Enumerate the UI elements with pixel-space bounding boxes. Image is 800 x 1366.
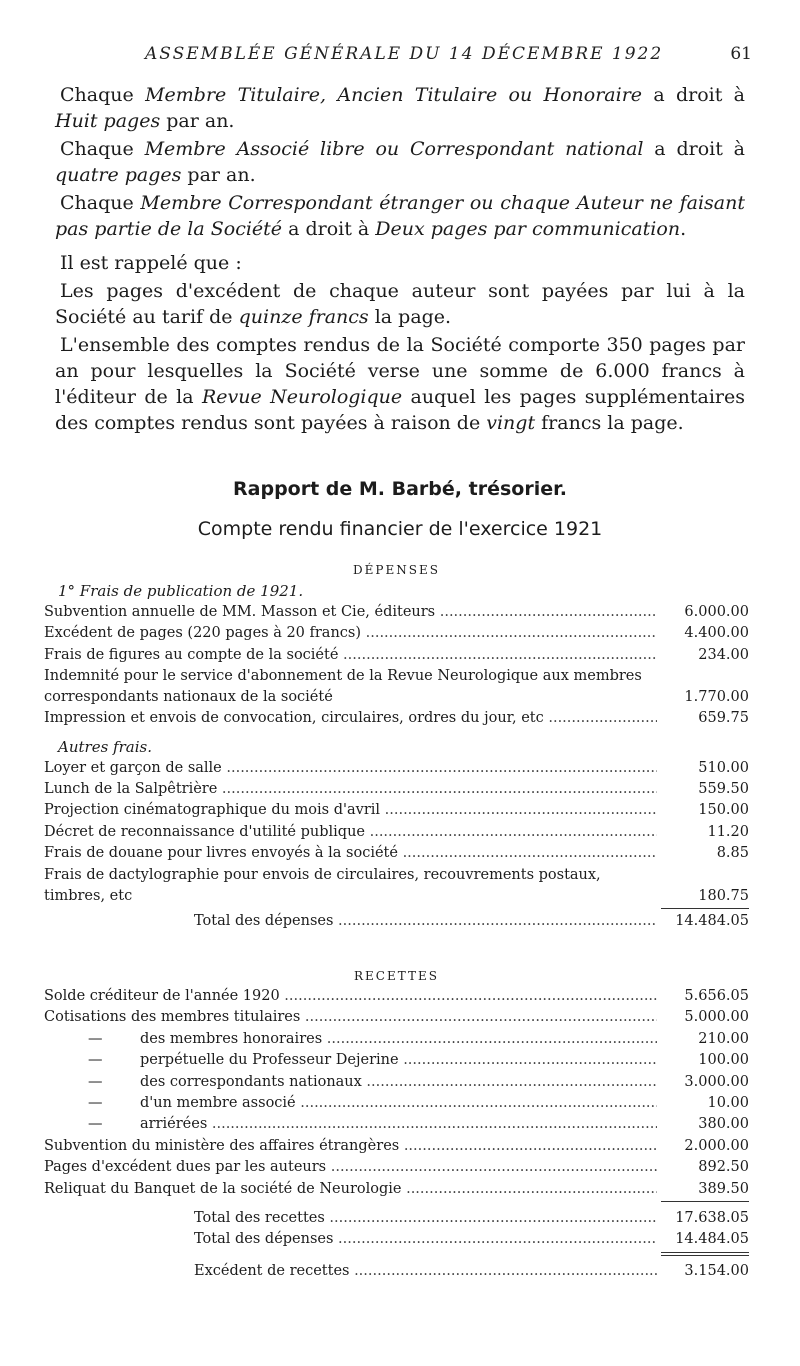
running-head: [0, 44, 800, 72]
excedent-row: [44, 1261, 749, 1282]
ditto-mark: —: [88, 1030, 103, 1047]
ledger-row: [44, 1136, 749, 1157]
ledger-amount: 14.484.05: [675, 912, 749, 929]
ledger-amount: 11.20: [707, 823, 749, 840]
ledger-label: Lunch de la Salpêtrière .....: [44, 779, 657, 800]
ditto-mark: —: [88, 1094, 103, 1111]
paragraph-rappel: Il est rappelé que :: [60, 252, 242, 274]
ledger-label: Subvention annuelle de MM. Masson et Cie, éditeurs .....: [44, 602, 657, 623]
ledger-amount: 3.154.00: [684, 1262, 749, 1279]
recettes-heading: RECETTES: [354, 969, 439, 983]
recettes-block: [44, 966, 749, 1282]
paragraph-ensemble: L'ensemble des comptes rendus de la Société comporte 350 pages par an pour lesquelles la Société verse une somme de 6.000 francs à l'éditeur de la Revue Neurologique auquel les pages supplémentaires des comptes rendus sont payées à raison de vingt francs la page.: [55, 334, 745, 434]
paragraph-titulaire: Chaque Membre Titulaire, Ancien Titulaire ou Honoraire a droit à Huit pages par an.: [55, 84, 745, 132]
ledger-label: Excédent de recettes .....: [44, 1261, 657, 1282]
ledger-row: [44, 1050, 749, 1071]
ledger-label: Pages d'excédent dues par les auteurs .....: [44, 1157, 657, 1178]
ledger-label: Frais de figures au compte de la société .....: [44, 645, 657, 666]
ledger-amount: 3.000.00: [684, 1073, 749, 1090]
total-depenses-recap-row: [44, 1229, 749, 1250]
ledger-row: [44, 666, 749, 708]
total-recettes-row: [44, 1208, 749, 1229]
ledger-row: [44, 758, 749, 779]
ledger-row: [44, 1093, 749, 1114]
ledger-row: [44, 865, 749, 907]
ledger-row: [44, 1029, 749, 1050]
ledger-label: Frais de douane pour livres envoyés à la société .....: [44, 843, 657, 864]
ledger-amount: 17.638.05: [675, 1209, 749, 1226]
ledger-label: des correspondants nationaux .....: [44, 1072, 657, 1093]
ledger-label: des membres honoraires .....: [44, 1029, 657, 1050]
ledger-amount: 8.85: [716, 845, 749, 862]
ledger-amount: 6.000.00: [684, 604, 749, 620]
ditto-mark: —: [88, 1073, 103, 1090]
total-depenses-row: [44, 911, 749, 932]
ledger-label: Cotisations des membres titulaires .....: [44, 1007, 657, 1028]
ledger-amount: 5.656.05: [684, 988, 749, 1004]
ledger-label: perpétuelle du Professeur Dejerine .....: [44, 1050, 657, 1071]
ledger-label: Reliquat du Banquet de la société de Neurologie .....: [44, 1179, 657, 1200]
ledger-label: d'un membre associé .....: [44, 1093, 657, 1114]
ledger-amount: 380.00: [698, 1116, 749, 1133]
ledger-amount: 14.484.05: [675, 1231, 749, 1248]
ledger-label: arriérées .....: [44, 1114, 657, 1135]
depenses-section-autres: Autres frais.: [58, 737, 152, 756]
ledger-amount: 659.75: [698, 710, 749, 727]
ledger-label: Solde créditeur de l'année 1920 .....: [44, 986, 657, 1007]
running-title: ASSEMBLÉE GÉNÉRALE DU 14 DÉCEMBRE 1922: [145, 44, 664, 64]
ledger-label: Total des dépenses .....: [44, 1229, 657, 1250]
ledger-amount: 5.000.00: [684, 1009, 749, 1026]
ledger-label: Frais de dactylographie pour envois de circulaires, recouvrements postaux, timbres, etc .....: [44, 865, 657, 907]
paragraph-excedent: Les pages d'excédent de chaque auteur sont payées par lui à la Société au tarif de quinze francs la page.: [55, 280, 745, 328]
ledger-amount: 559.50: [698, 780, 749, 797]
depenses-block: [44, 560, 749, 932]
ledger-amount: 150.00: [698, 802, 749, 819]
ledger-label: Loyer et garçon de salle .....: [44, 758, 657, 779]
ledger-label: Total des recettes .....: [44, 1208, 657, 1229]
ledger-row: [44, 1072, 749, 1093]
ledger-row: [44, 1114, 749, 1135]
ledger-row: [44, 645, 749, 666]
ledger-amount: 4.400.00: [684, 625, 749, 642]
ledger-row: [44, 800, 749, 821]
ledger-amount: 210.00: [698, 1030, 749, 1047]
ledger-amount: 892.50: [698, 1159, 749, 1176]
ledger-row: [44, 623, 749, 644]
ledger-label: Subvention du ministère des affaires étrangères .....: [44, 1136, 657, 1157]
ledger-row: [44, 986, 749, 1007]
ledger-label: Projection cinématographique du mois d'avril .....: [44, 800, 657, 821]
ledger-amount: 510.00: [698, 759, 749, 776]
depenses-section-publication: 1° Frais de publication de 1921.: [58, 582, 304, 600]
sum-rule-double: [44, 1251, 749, 1255]
ledger-label: Impression et envois de convocation, circulaires, ordres du jour, etc .....: [44, 708, 657, 729]
ledger-amount: 2.000.00: [684, 1137, 749, 1154]
ledger-label: Excédent de pages (220 pages à 20 francs) .....: [44, 623, 657, 644]
report-title: Rapport de M. Barbé, trésorier.: [233, 478, 567, 500]
paragraph-etranger: Chaque Membre Correspondant étranger ou chaque Auteur ne faisant pas partie de la Société a droit à Deux pages par communication.: [55, 192, 745, 240]
ditto-mark: —: [88, 1052, 103, 1069]
ledger-row: [44, 1179, 749, 1200]
ledger-amount: 10.00: [707, 1094, 749, 1111]
ledger-label: Décret de reconnaissance d'utilité publique .....: [44, 822, 657, 843]
ledger-row: [44, 843, 749, 864]
report-subtitle: Compte rendu financier de l'exercice 1921: [197, 518, 603, 540]
ledger-label: Total des dépenses .....: [44, 911, 657, 932]
paragraph-associe: Chaque Membre Associé libre ou Correspondant national a droit à quatre pages par an.: [55, 138, 745, 186]
intro-text: [55, 82, 745, 438]
ledger-amount: 100.00: [698, 1052, 749, 1069]
ledger-amount: 389.50: [698, 1180, 749, 1197]
ledger-row: [44, 602, 749, 623]
ledger-amount: 180.75: [698, 887, 749, 904]
ledger-label: Indemnité pour le service d'abonnement de la Revue Neurologique aux membres correspondants nationaux de la société .....: [44, 666, 657, 708]
depenses-heading: DÉPENSES: [353, 563, 440, 577]
ledger-row: [44, 779, 749, 800]
ledger-row: [44, 822, 749, 843]
page-number: 61: [730, 44, 752, 64]
ledger-row: [44, 1007, 749, 1028]
sum-rule: [44, 1200, 749, 1204]
ledger-row: [44, 1157, 749, 1178]
ditto-mark: —: [88, 1116, 103, 1133]
ledger-amount: 234.00: [698, 646, 749, 663]
ledger-amount: 1.770.00: [684, 689, 749, 706]
ledger-row: [44, 708, 749, 729]
